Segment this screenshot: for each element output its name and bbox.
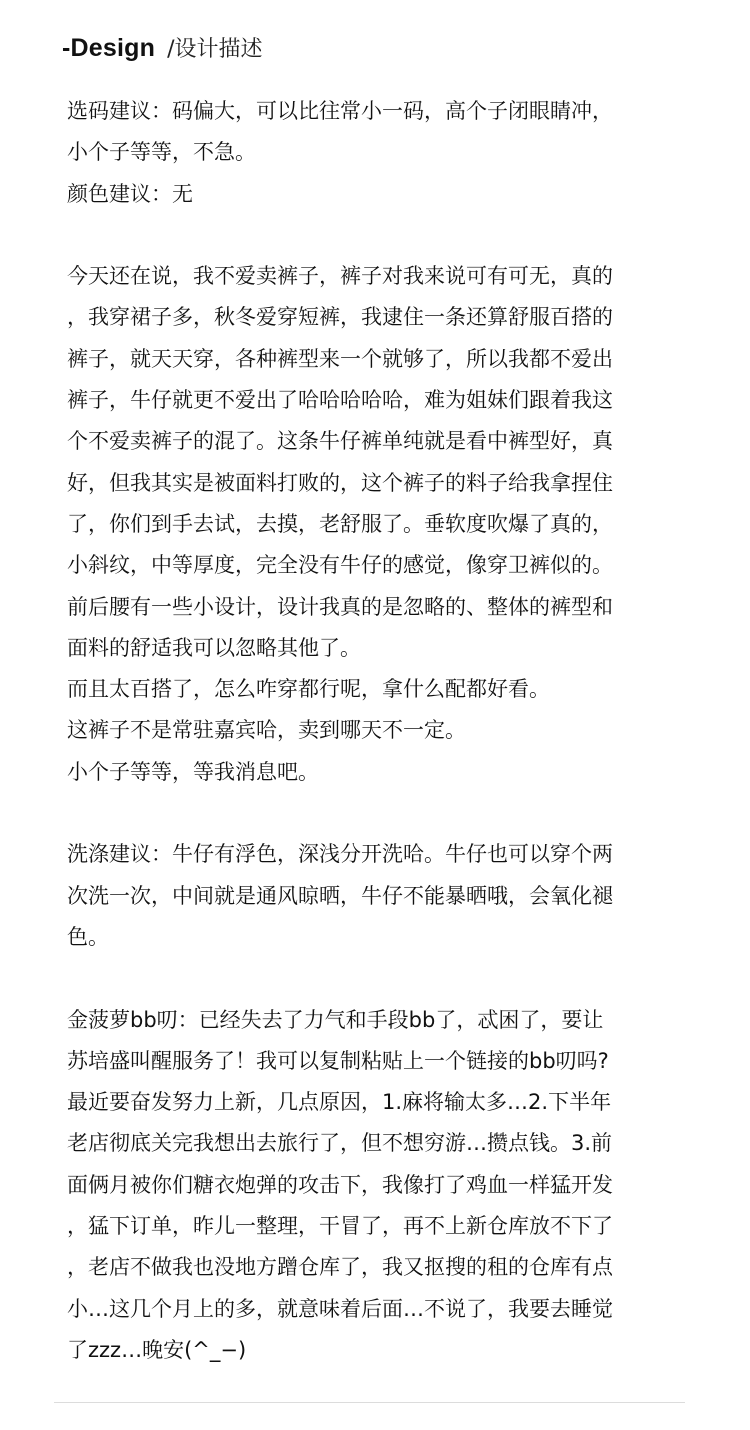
text-line: 裤子，就天天穿，各种裤型来一个就够了，所以我都不爱出 — [67, 346, 613, 371]
text-line: 小…这几个月上的多，就意味着后面…不说了，我要去睡觉 — [67, 1296, 613, 1321]
text-line: 了，你们到手去试，去摸，老舒服了。垂软度吹爆了真的， — [67, 511, 613, 536]
text-line: 前后腰有一些小设计，设计我真的是忽略的、整体的裤型和 — [67, 594, 613, 619]
text-line: 小个子等等，等我消息吧。 — [67, 759, 319, 784]
size-advice-paragraph — [67, 91, 697, 215]
text-line: 洗涤建议：牛仔有浮色，深浅分开洗哈。牛仔也可以穿个两 — [67, 842, 613, 867]
text-line: 这裤子不是常驻嘉宾哈，卖到哪天不一定。 — [67, 718, 466, 743]
text-line: 金菠萝bb叨：已经失去了力气和手段bb了，忒困了，要让 — [67, 1007, 604, 1032]
text-line: 苏培盛叫醒服务了！我可以复制粘贴上一个链接的bb叨吗? — [67, 1048, 609, 1073]
header-title-zh: /设计描述 — [167, 37, 263, 62]
text-line: 小斜纹，中等厚度，完全没有牛仔的感觉，像穿卫裤似的。 — [67, 553, 613, 578]
text-line: 个不爱卖裤子的混了。这条牛仔裤单纯就是看中裤型好，真 — [67, 429, 613, 454]
text-line: 最近要奋发努力上新，几点原因，1.麻将输太多…2.下半年 — [67, 1090, 612, 1115]
story-paragraph — [67, 256, 697, 793]
paragraph-spacer — [67, 793, 697, 834]
text-line: 而且太百搭了，怎么咋穿都行呢，拿什么配都好看。 — [67, 677, 550, 702]
text-line: ，老店不做我也没地方蹭仓库了，我又抠搜的租的仓库有点 — [67, 1255, 613, 1280]
text-line: ，我穿裙子多，秋冬爱穿短裤，我逮住一条还算舒服百搭的 — [67, 305, 613, 330]
text-line: 选码建议：码偏大，可以比往常小一码，高个子闭眼睛冲， — [67, 99, 613, 123]
text-line: 小个子等等，不急。 — [67, 140, 256, 165]
note-paragraph — [67, 1000, 697, 1372]
text-line: 色。 — [67, 924, 109, 949]
wash-advice-paragraph — [67, 834, 697, 958]
paragraph-spacer — [67, 215, 697, 256]
paragraph-spacer — [67, 958, 697, 999]
text-line: 颜色建议：无 — [67, 181, 193, 206]
text-line: 裤子，牛仔就更不爱出了哈哈哈哈哈，难为姐妹们跟着我这 — [67, 388, 613, 413]
text-line: 今天还在说，我不爱卖裤子，裤子对我来说可有可无，真的 — [67, 264, 613, 289]
section-header — [62, 32, 263, 72]
header-title-en: -Design — [62, 34, 156, 62]
description-body — [67, 91, 697, 1371]
text-line: 次洗一次，中间就是通风晾晒，牛仔不能暴晒哦，会氧化褪 — [67, 883, 613, 908]
text-line: ，猛下订单，昨儿一整理，干冒了，再不上新仓库放不下了 — [67, 1214, 613, 1239]
text-line: 老店彻底关完我想出去旅行了，但不想穷游…攒点钱。3.前 — [67, 1131, 613, 1156]
text-line: 好，但我其实是被面料打败的，这个裤子的料子给我拿捏住 — [67, 470, 613, 495]
text-line: 了zzz…晚安(^_−) — [67, 1337, 247, 1362]
bottom-divider — [54, 1402, 685, 1403]
text-line: 面俩月被你们糖衣炮弹的攻击下，我像打了鸡血一样猛开发 — [67, 1172, 613, 1197]
text-line: 面料的舒适我可以忽略其他了。 — [67, 635, 361, 660]
